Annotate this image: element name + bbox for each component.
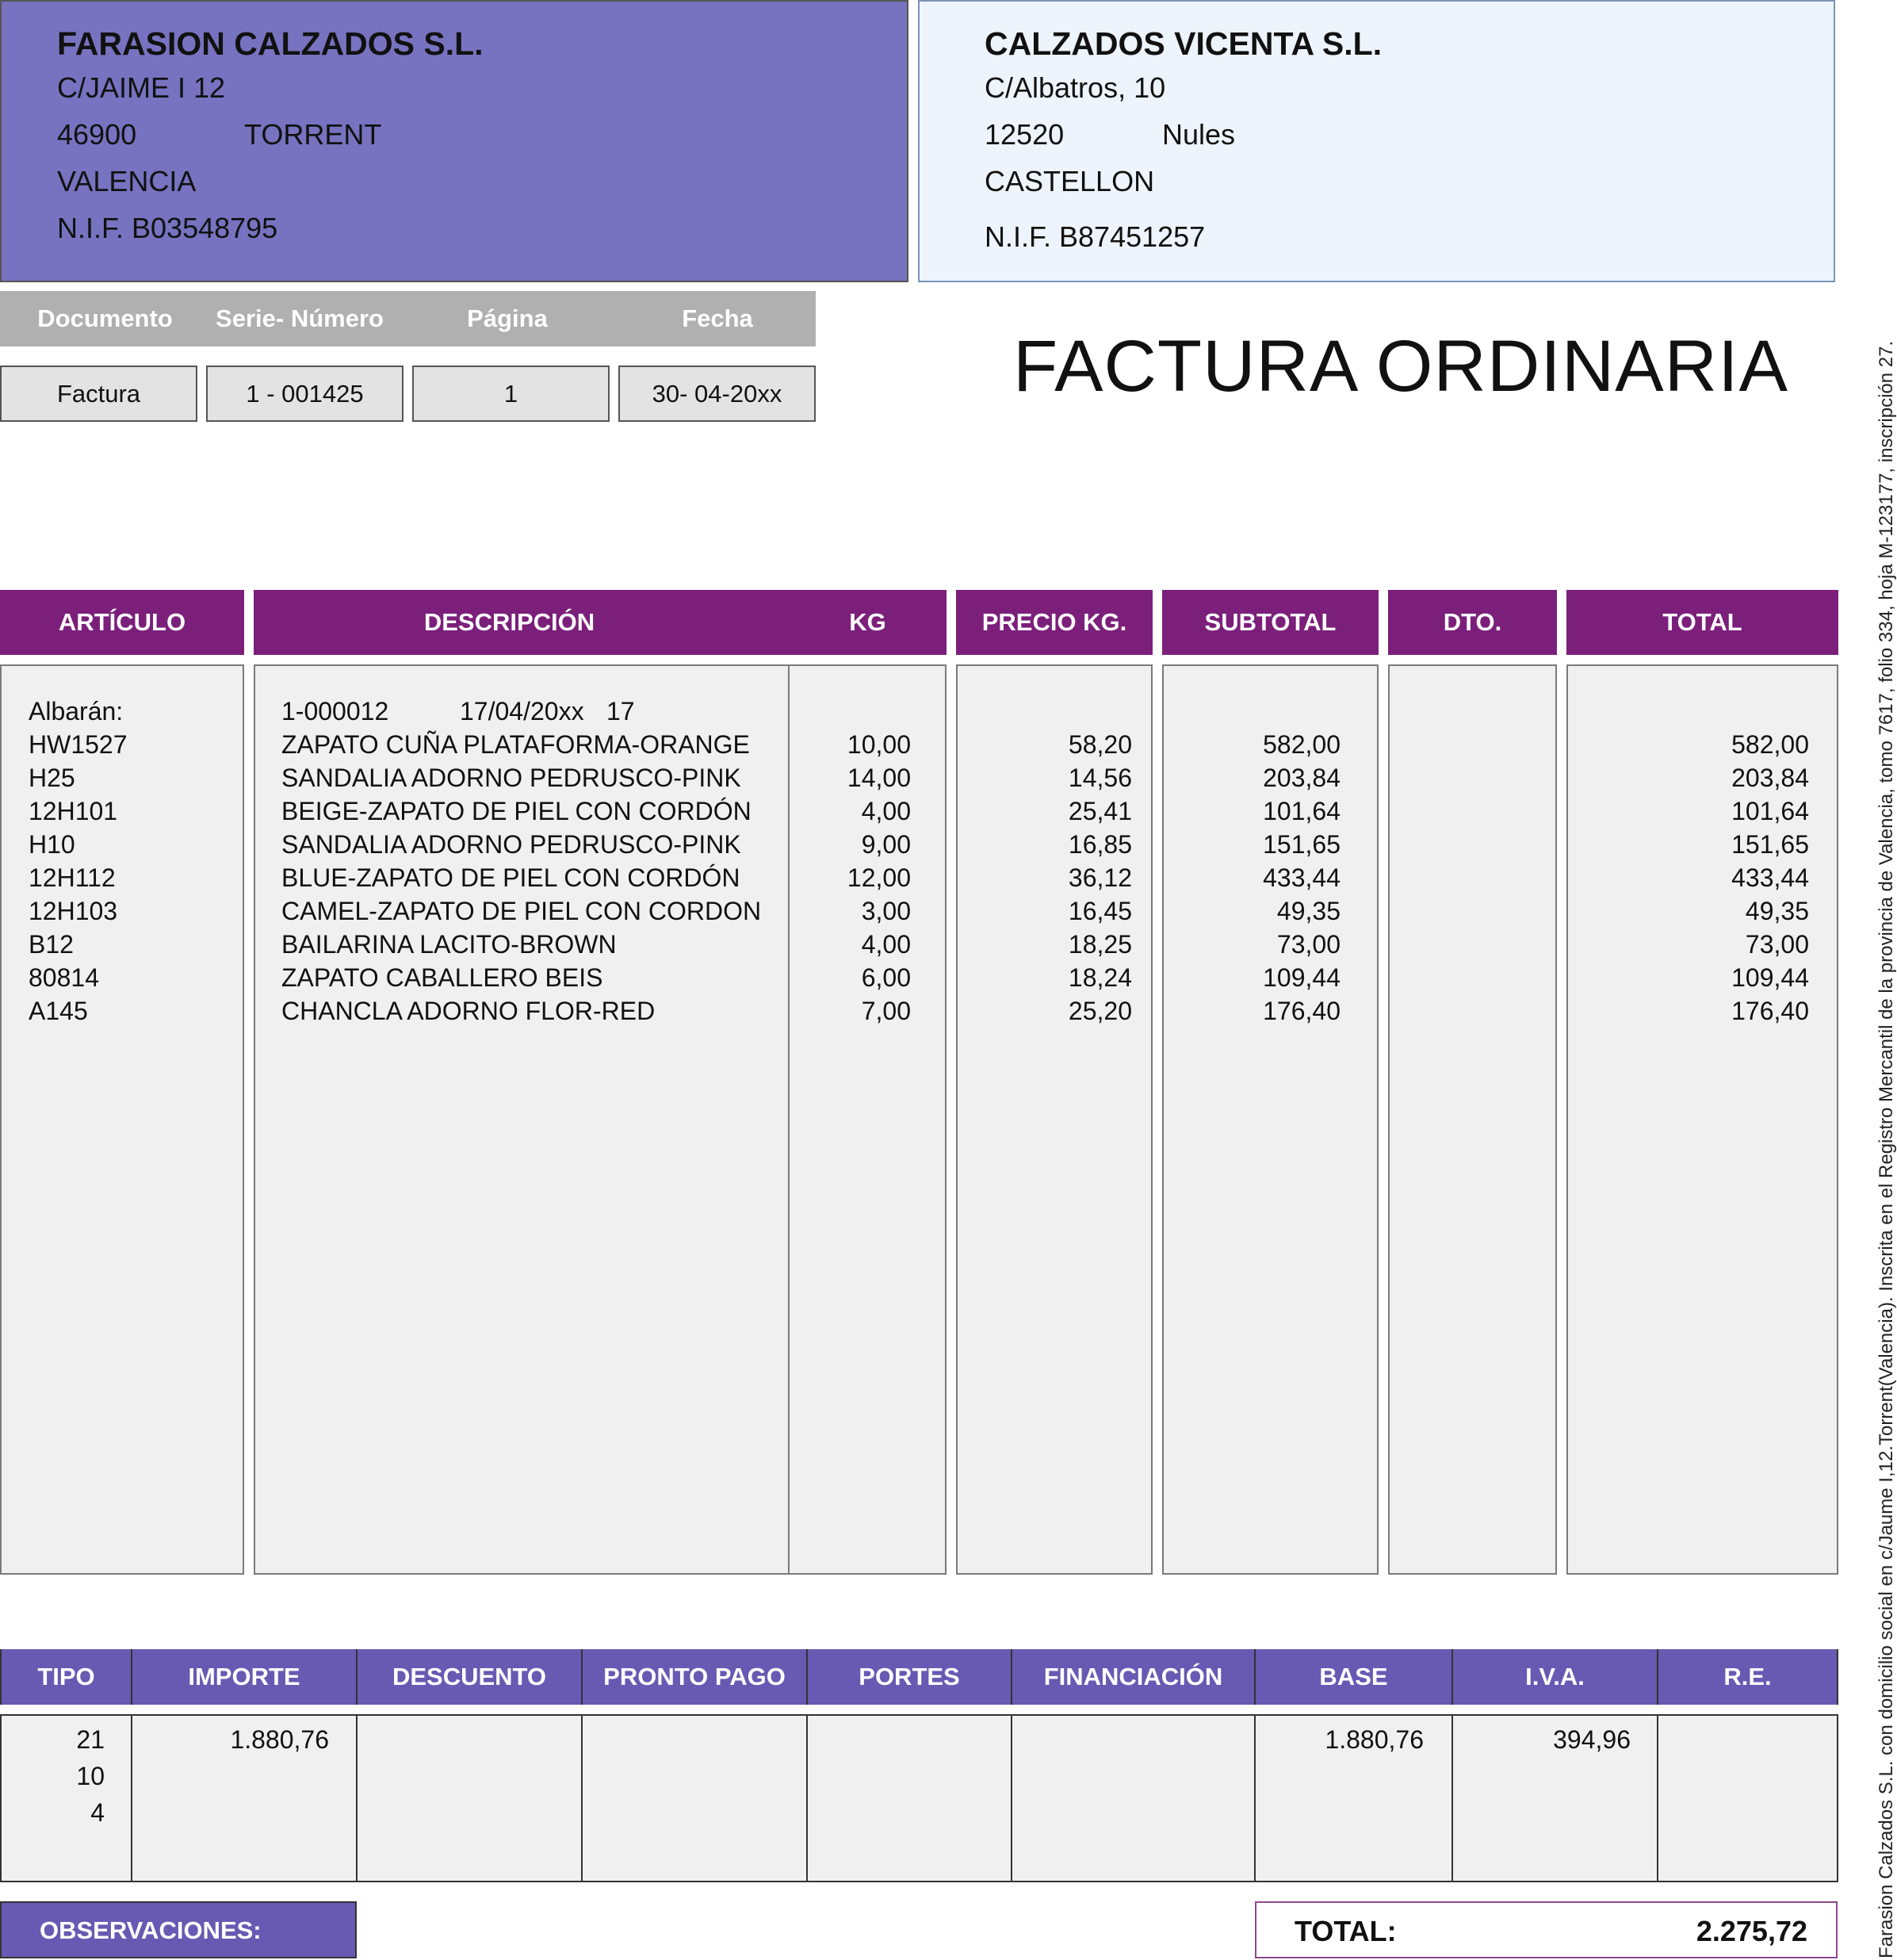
albaran-label: Albarán: [29,697,124,725]
item-kg: 10,00 [847,730,911,759]
doc-value-fecha: 30- 04-20xx [618,366,816,422]
albaran-ref: 17 [606,697,635,725]
items-header-subtotal: SUBTOTAL [1162,590,1379,655]
tax-tipo-21: 21 [76,1725,105,1754]
item-description: BEIGE-ZAPATO DE PIEL CON CORDÓN [281,797,752,825]
item-article: HW1527 [29,730,128,759]
item-article: H10 [29,830,75,859]
recipient-name: CALZADOS VICENTA S.L. [985,25,1383,62]
items-header-kg: KG [849,608,886,636]
tax-header-portes: PORTES [808,1649,1012,1705]
items-header-descripcion-bar [254,590,947,655]
item-kg: 7,00 [861,997,911,1025]
item-total: 151,65 [1731,830,1809,859]
item-subtotal: 203,84 [1263,764,1341,792]
doc-value-pagina: 1 [412,366,610,422]
item-subtotal: 176,40 [1263,997,1341,1025]
albaran-date: 17/04/20xx [460,697,584,725]
item-price: 18,24 [1068,963,1132,992]
observaciones-label: OBSERVACIONES: [0,1901,357,1958]
item-total: 109,44 [1731,963,1809,992]
total-value: 2.275,72 [1696,1915,1807,1947]
item-description: SANDALIA ADORNO PEDRUSCO-PINK [281,830,741,859]
item-article: 12H103 [29,897,118,925]
item-description: SANDALIA ADORNO PEDRUSCO-PINK [281,764,741,792]
tax-header-pronto-pago: PRONTO PAGO [583,1649,808,1705]
item-total: 433,44 [1731,863,1809,892]
item-description: CAMEL-ZAPATO DE PIEL CON CORDON [281,897,762,925]
item-kg: 4,00 [861,930,911,959]
item-subtotal: 433,44 [1263,863,1341,892]
item-article: H25 [29,764,75,792]
tax-col-pronto-pago [583,1714,808,1882]
sender-name: FARASION CALZADOS S.L. [57,25,484,62]
item-total: 203,84 [1731,764,1809,792]
item-subtotal: 151,65 [1263,830,1341,859]
items-header-precio: PRECIO KG. [956,590,1153,655]
items-header-dto: DTO. [1388,590,1557,655]
doc-header-fecha: Fecha [682,304,753,332]
sender-street: C/JAIME I 12 [57,71,226,104]
recipient-province: CASTELLON [985,165,1155,197]
item-subtotal: 73,00 [1276,930,1341,959]
item-subtotal: 109,44 [1263,963,1341,992]
item-price: 18,25 [1068,930,1132,959]
tax-col-financiacion [1012,1714,1256,1882]
item-total: 582,00 [1731,730,1809,759]
tax-iva-value: 394,96 [1553,1725,1631,1754]
tax-tipo-4: 4 [90,1798,105,1827]
item-total: 49,35 [1745,897,1809,925]
item-price: 58,20 [1068,730,1132,759]
tax-header-descuento: DESCUENTO [358,1649,583,1705]
item-price: 16,45 [1068,897,1132,925]
item-description: CHANCLA ADORNO FLOR-RED [281,997,656,1025]
item-article: 12H101 [29,797,118,825]
legal-notice: Farasion Calzados S.L. con domicilio social en c/Jaume I,12.Torrent(Valencia). Inscrita en el Registro Mercantil de la provincia de Valencia, tomo 7617, folio 334, hoja M-123177, inscripción 27. [1876,340,1897,1958]
item-total: 101,64 [1731,797,1809,825]
tax-header-re: R.E. [1658,1649,1838,1705]
document-title: FACTURA ORDINARIA [1013,326,1789,407]
tax-col-re [1658,1714,1838,1882]
item-article: B12 [29,930,74,959]
item-subtotal: 582,00 [1263,730,1341,759]
doc-value-serie-numero: 1 - 001425 [206,366,403,422]
item-total: 73,00 [1745,930,1809,959]
doc-header-serie-numero: Serie- Número [216,304,384,332]
item-article: A145 [29,997,88,1025]
item-kg: 12,00 [847,863,911,892]
item-description: ZAPATO CABALLERO BEIS [281,963,603,992]
tax-header-financiacion: FINANCIACIÓN [1012,1649,1256,1705]
recipient-postal-code: 12520 [985,118,1065,151]
recipient-city: Nules [1162,118,1236,151]
item-kg: 4,00 [861,797,911,825]
item-price: 16,85 [1068,830,1132,859]
item-subtotal: 101,64 [1263,797,1341,825]
items-header-descripcion: DESCRIPCIÓN [423,608,595,636]
sender-nif: N.I.F. B03548795 [57,212,278,244]
item-description: ZAPATO CUÑA PLATAFORMA-ORANGE [281,730,750,759]
item-price: 25,20 [1068,997,1132,1025]
tax-col-portes [808,1714,1012,1882]
item-article: 80814 [29,963,99,992]
recipient-nif: N.I.F. B87451257 [985,220,1206,253]
sender-city: TORRENT [244,118,382,151]
item-price: 14,56 [1068,764,1132,792]
tax-base-value: 1.880,76 [1325,1725,1424,1754]
tax-tipo-10: 10 [76,1762,105,1790]
tax-header-tipo: TIPO [0,1649,132,1705]
tax-header-iva: I.V.A. [1453,1649,1658,1705]
item-subtotal: 49,35 [1276,897,1341,925]
sender-box [0,0,908,282]
document-info-header [0,291,816,346]
item-price: 36,12 [1068,863,1132,892]
item-kg: 3,00 [861,897,911,925]
item-total: 176,40 [1731,997,1809,1025]
total-box [1255,1901,1838,1958]
item-price: 25,41 [1068,797,1132,825]
item-description: BLUE-ZAPATO DE PIEL CON CORDÓN [281,863,740,892]
item-article: 12H112 [29,863,116,892]
item-kg: 9,00 [861,830,911,859]
items-header-articulo: ARTÍCULO [0,590,244,655]
tax-col-descuento [358,1714,583,1882]
item-description: BAILARINA LACITO-BROWN [281,930,617,959]
item-kg: 14,00 [847,764,911,792]
sender-province: VALENCIA [57,165,197,197]
tax-importe-value: 1.880,76 [230,1725,329,1754]
doc-value-documento: Factura [0,366,197,422]
items-header-total: TOTAL [1566,590,1838,655]
sender-postal-code: 46900 [57,118,137,151]
item-kg: 6,00 [861,963,911,992]
tax-header-importe: IMPORTE [132,1649,358,1705]
recipient-street: C/Albatros, 10 [985,71,1166,104]
albaran-number: 1-000012 [281,697,389,725]
doc-header-documento: Documento [37,304,173,332]
items-col-dto [1388,664,1557,1575]
recipient-box [918,0,1835,282]
doc-header-pagina: Página [467,304,548,332]
tax-header-base: BASE [1256,1649,1453,1705]
total-label: TOTAL: [1295,1915,1397,1947]
